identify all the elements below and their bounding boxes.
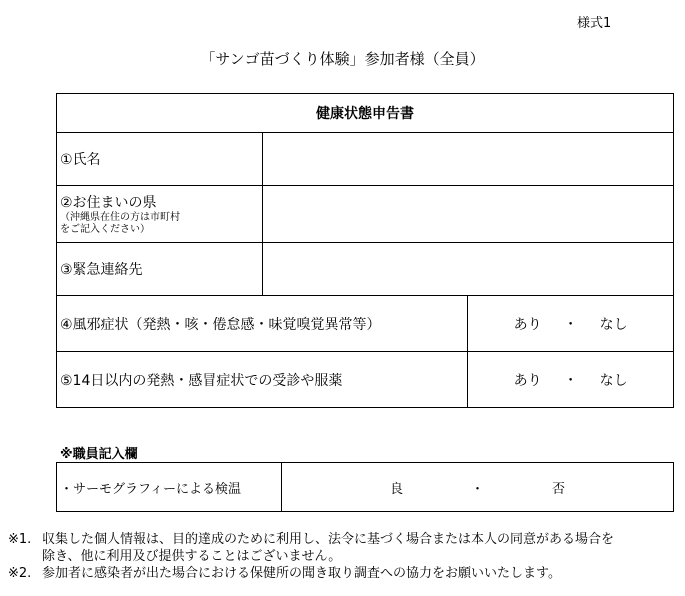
prefecture-field[interactable] xyxy=(262,186,673,243)
thermography-choice[interactable] xyxy=(282,463,674,512)
cold-symptoms-label: ④風邪症状（発熱・咳・倦怠感・味覚嗅覚異常等） xyxy=(57,296,468,352)
event-title: 「サンゴ苗づくり体験」参加者様（全員） xyxy=(200,50,485,68)
choice-separator: ・ xyxy=(563,372,578,389)
emergency-contact-field[interactable] xyxy=(262,243,673,296)
prefecture-label-cell xyxy=(57,186,263,243)
footnotes xyxy=(8,531,680,582)
emergency-contact-label: ③緊急連絡先 xyxy=(57,243,263,296)
prefecture-label: ②お住まいの県 xyxy=(60,195,157,211)
choice-no[interactable]: なし xyxy=(599,372,628,389)
footnote-1-line-2: 除き、他に利用及び提供することはございません。 xyxy=(42,549,342,564)
footnote-2-mark: ※2. xyxy=(8,566,32,581)
choice-yes[interactable]: あり xyxy=(513,316,542,333)
medical-visit-choice[interactable] xyxy=(468,352,674,408)
form-number: 様式1 xyxy=(577,16,612,31)
choice-good[interactable]: 良 xyxy=(389,481,403,497)
name-field[interactable] xyxy=(262,133,673,186)
choice-separator: ・ xyxy=(470,481,484,497)
footnote-1-mark: ※1. xyxy=(8,532,32,547)
choice-no[interactable]: なし xyxy=(599,316,628,333)
cold-symptoms-choice[interactable] xyxy=(468,296,674,352)
thermography-label: ・サーモグラフィーによる検温 xyxy=(57,463,282,512)
choice-yes[interactable]: あり xyxy=(513,372,542,389)
form-heading: 健康状態申告書 xyxy=(57,94,674,133)
prefecture-note-1: （沖縄県在住の方は市町村 xyxy=(60,212,180,223)
name-label: ①氏名 xyxy=(57,133,263,186)
staff-section-label: ※職員記入欄 xyxy=(60,447,138,462)
choice-separator: ・ xyxy=(563,316,578,333)
medical-visit-label: ⑤14日以内の発熱・感冒症状での受診や服薬 xyxy=(57,352,468,408)
choice-bad[interactable]: 否 xyxy=(552,481,566,497)
footnote-2 xyxy=(8,565,680,582)
prefecture-note-2: をご記入ください） xyxy=(60,224,150,235)
footnote-1-line-1: 収集した個人情報は、目的達成のために利用し、法令に基づく場合または本人の同意がある場合を xyxy=(42,532,615,547)
footnote-2-text: 参加者に感染者が出た場合における保健所の聞き取り調査への協力をお願いいたします。 xyxy=(42,566,561,581)
footnote-1 xyxy=(8,531,680,565)
health-declaration-table xyxy=(56,93,674,408)
staff-entry-table xyxy=(56,462,674,512)
